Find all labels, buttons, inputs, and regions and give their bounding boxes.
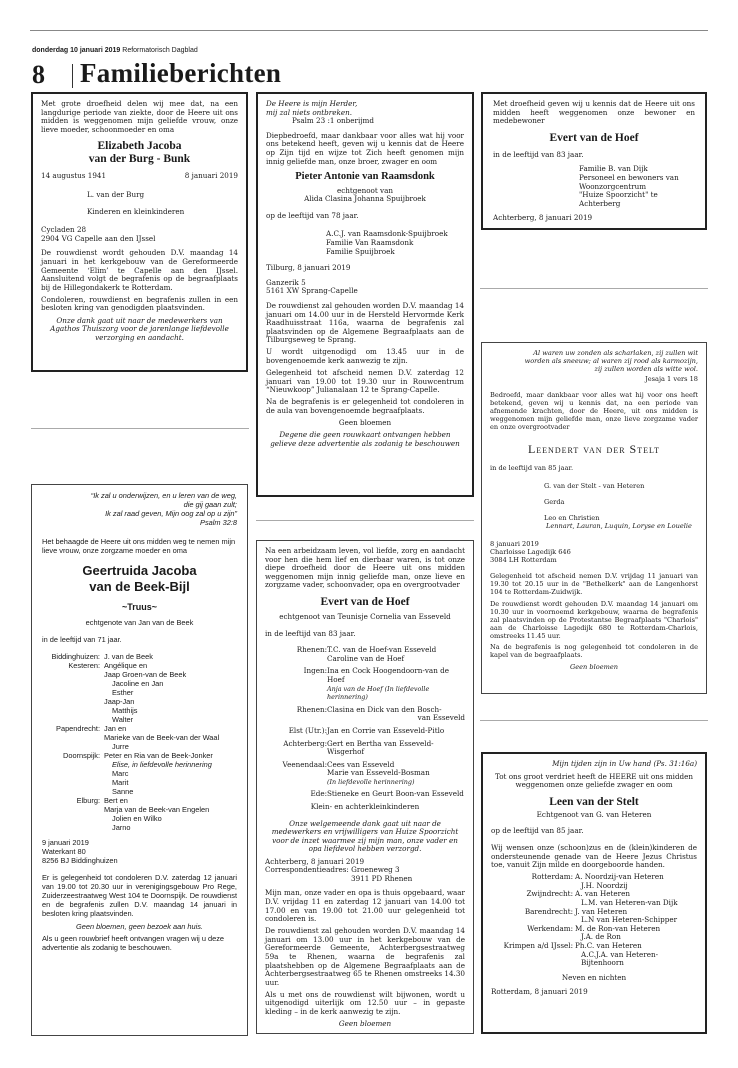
family-member: Marja van de Beek-van Engelen <box>104 805 210 814</box>
spouse-label: echtgenoot van <box>336 185 394 195</box>
age: in de leeftijd van 83 jaar. <box>265 628 356 638</box>
family-row <box>42 751 237 760</box>
signatory: Personeel en bewoners van <box>579 172 679 182</box>
family-row <box>265 685 465 702</box>
deceased-name: Leen van der Stelt <box>549 795 639 808</box>
verse-line: Mijn tijden zijn in Uw hand (Ps. 31:16a) <box>552 759 697 768</box>
family-place <box>42 688 104 697</box>
family-row <box>42 661 237 670</box>
family-place: Elburg: <box>76 796 100 805</box>
signatory: Familie B. van Dijk <box>579 164 648 174</box>
notice-leendert-van-der-stelt <box>481 342 707 694</box>
family-member: Caroline van de Hoef <box>327 653 405 663</box>
condolence-info: Er is gelegenheid tot condoleren D.V. zaterdag 12 januari van 19.00 tot 20.30 uur in verenigingsgebouw Pro Rege, Zuiderzeestraatweg West 104 te Doornspijk. De rouwdienst en de begrafenis zullen D.V. maandag 14 januari in besloten kring plaatsvinden. <box>42 873 237 918</box>
family-place: Veenendaal: <box>282 759 327 769</box>
family-place <box>265 714 327 723</box>
family-member: Cees van Esseveld <box>327 759 395 769</box>
family-member: Jurre <box>112 742 129 751</box>
signatory: Leo en Christien <box>544 514 600 522</box>
family-member: L.N van Heteren-Schipper <box>581 915 678 925</box>
place-date: Achterberg, 8 januari 2019 <box>493 213 593 223</box>
spouse-name: echtgenote van Jan van de Beek <box>85 618 194 627</box>
family-place: Ingen: <box>303 666 327 676</box>
nickname: ~Truus~ <box>121 602 157 612</box>
signatory: G. van der Stelt - van Heteren <box>544 482 645 490</box>
family-member: Marc <box>112 769 129 778</box>
family-group <box>265 740 465 757</box>
family-place: Biddinghuizen: <box>51 652 100 661</box>
family-member: Jacoline en Jan <box>112 679 164 688</box>
signatory: Kinderen en kleinkinderen <box>87 206 185 216</box>
family-member: Jaap-Jan <box>104 697 135 706</box>
paper-name: Reformatorisch Dagblad <box>122 47 198 54</box>
family-row <box>42 679 237 688</box>
date: 9 januari 2019 <box>42 838 89 847</box>
service-info: De rouwdienst wordt gehouden D.V. maandag 14 januari in het kerkgebouw van de Gereformeerde Gemeente ‘Elim’ te Capelle aan den IJssel. Aansluitend volgt de begrafenis op de begraafplaats bij de Hillegondakerk te Rotterdam. <box>41 248 238 292</box>
family-row <box>42 796 237 805</box>
family-row <box>491 951 697 968</box>
signatory: "Huize Spoorzicht" te Achterberg <box>579 190 658 208</box>
family-member: Gert en Bertha van Esseveld-Wisgerhof <box>327 738 434 757</box>
spouse-name: echtgenoot van Teunisje Cornelia van Esseveld <box>279 611 451 621</box>
family-row <box>42 697 237 706</box>
address-line: 8256 BJ Biddinghuizen <box>42 856 118 865</box>
family-place: Barendrecht: <box>524 906 573 916</box>
family-row <box>42 652 237 661</box>
family-row <box>265 655 465 664</box>
date: 8 januari 2019 <box>490 540 539 548</box>
family-row <box>42 688 237 697</box>
notice-evert-van-de-hoef-family <box>256 540 474 1034</box>
family-place <box>265 655 327 664</box>
signatory: L. van der Burg <box>87 189 145 199</box>
nephews-nieces: Neven en nichten <box>561 972 627 982</box>
verse-line: die gij gaan zult; <box>183 500 237 509</box>
family-row <box>42 805 237 814</box>
family-list <box>265 646 465 799</box>
family-row <box>265 740 465 757</box>
verse-reference: Psalm 32:8 <box>200 518 237 527</box>
life-dates <box>41 172 238 181</box>
age: in de leeftijd van 71 jaar. <box>42 635 122 644</box>
family-place: Kesteren: <box>68 661 100 670</box>
family-member: Esther <box>112 688 134 697</box>
service-info: De rouwdienst zal gehouden worden D.V. maandag 14 januari om 13.00 uur in het kerkgebouw van de Gereformeerde Gemeente, Achterbergsestraatweg 59a te Rhenen, waarna de begrafenis zal plaatshebben op de Algemene Begraafplaats aan de Achterbergsestraatweg 65 te Rhenen omstreeks 14.30 uur. <box>265 926 465 987</box>
family-member: van Esseveld <box>417 713 465 723</box>
flowers-note: Geen bloemen <box>338 418 392 428</box>
family-member: (In liefdevolle herinnering) <box>327 777 415 786</box>
family-place <box>42 769 104 778</box>
wish-note: Wij wensen onze (schoon)zus en de (klein)kinderen de ondersteunende genade van de Heere Jezus Christus toe, vanuit Zijn milde en doorgeboorde handen. <box>491 842 697 870</box>
family-group <box>265 727 465 736</box>
family-member: Ph.C. van Heteren <box>575 941 642 950</box>
family-member: Angélique en <box>104 661 148 670</box>
family-member: A. Noordzij-van Heteren <box>575 872 664 882</box>
family-place: Ede: <box>310 789 327 799</box>
invitation-info: Als u met ons de rouwdienst wilt bijwonen, wordt u uitgenodigd uiterlijk om 12.50 uur – in gepaste kleding – in de kerk aanwezig te zijn. <box>265 989 465 1017</box>
family-place <box>42 805 104 814</box>
verse-line: Ik zal raad geven, Mijn oog zal op u zijn” <box>105 509 237 518</box>
column-rule <box>480 288 708 289</box>
family-row <box>42 814 237 823</box>
age: in de leeftijd van 83 jaar. <box>493 149 584 159</box>
family-member: Jarno <box>112 823 131 832</box>
condolence-info: Condoleren, rouwdienst en begrafenis zullen in een besloten kring van genodigden plaatsvinden. <box>41 294 238 313</box>
family-member: A.C.J.A. van Heteren-Bijtenhoorn <box>581 949 659 968</box>
family-member: Walter <box>112 715 134 724</box>
family-place: Rotterdam: <box>531 872 573 882</box>
family-group <box>265 667 465 701</box>
column-rule <box>256 520 474 521</box>
verse-line: Al waren uw zonden als scharlaken, zij zullen wit <box>533 349 698 357</box>
family-member: J.A. de Ron <box>581 932 621 942</box>
notice-evert-van-de-hoef-care-home <box>481 92 707 230</box>
family-member: Jolien en Wilko <box>112 814 162 823</box>
age: op de leeftijd van 78 jaar. <box>266 210 359 220</box>
service-info: De rouwdienst wordt gehouden D.V. maandag 14 januari om 10.30 uur in voornoemd kerkgebouw, waarna de begrafenis zal plaatsvinden op de Protestantse Begraafplaats "Charlois" aan de Charloisse Lagedijk 680 te Rotterdam-Charlois, omstreeks 11.45 uur. <box>490 599 698 640</box>
notice-intro: Bedroefd, maar dankbaar voor alles wat hij voor ons heeft betekend, geven wij u kennis dat, na een periode van afnemende krachten, door de Heere, uit ons midden is weggenomen mijn geliefde man, onze lieve zorgzame vader en onze overgrootvader <box>490 391 698 431</box>
family-place: Krimpen a/d IJssel: <box>503 941 573 950</box>
signatory: Familie Van Raamsdonk <box>326 238 414 248</box>
verse-reference: Jesaja 1 vers 18 <box>645 375 698 383</box>
family-place <box>265 769 327 778</box>
family-member: Anja van de Hoef (In liefdevolle herinnering) <box>327 684 430 702</box>
family-place: Werkendam: <box>527 923 573 933</box>
family-group <box>265 790 465 799</box>
family-place <box>42 733 104 742</box>
farewell-info: Gelegenheid tot afscheid nemen D.V. zaterdag 12 januari van 19.00 tot 19.30 uur in Rouwcentrum “Nieuwkoop” Julianalaan 12 te Sprang-Capelle. <box>266 368 464 395</box>
flowers-note: Geen bloemen <box>569 662 619 671</box>
family-row <box>42 769 237 778</box>
spouse-name: Echtgenoot van G. van Heteren <box>536 809 652 819</box>
family-member: Peter en Ria van de Beek-Jonker <box>104 751 213 760</box>
family-list <box>491 873 697 968</box>
address-line: 3084 LH Rotterdam <box>490 556 557 564</box>
family-row <box>265 778 465 787</box>
section-title: Familieberichten <box>80 58 282 88</box>
flowers-note: Geen bloemen <box>338 1019 392 1029</box>
family-row <box>42 742 237 751</box>
family-place <box>42 787 104 796</box>
notice-intro: Tot ons groot verdriet heeft de HEERE uit ons midden weggenomen onze geliefde zwager en oom <box>494 771 694 790</box>
family-group <box>265 706 465 723</box>
mourning-card-note: Als u geen rouwbrief heeft ontvangen vragen wij u deze advertentie als zodanig te beschouwen. <box>42 934 225 952</box>
address-line: 2904 VG Capelle aan den IJssel <box>41 233 156 243</box>
family-row <box>42 760 237 769</box>
family-member: Marie van Esseveld-Bosman <box>327 768 430 778</box>
visitation-info: Mijn man, onze vader en opa is thuis opgebaard, waar D.V. vrijdag 11 en zaterdag 12 januari van 14.00 tot 17.00 en van 19.00 tot 21.00 uur gelegenheid tot condoleren is. <box>265 888 465 924</box>
family-place <box>42 814 104 823</box>
family-member: J.H. Noordzij <box>581 880 628 890</box>
family-member: Jaap Groen-van de Beek <box>104 670 187 679</box>
family-row <box>265 714 465 723</box>
notice-geertruida-van-de-beek <box>31 484 248 1036</box>
grandchildren: Lennart, Lauran, Luquin, Loryse en Louelie <box>546 522 692 530</box>
spouse-name: Alida Clasina Johanna Spuijbroek <box>304 194 426 204</box>
family-row <box>42 733 237 742</box>
top-rule <box>30 30 708 31</box>
family-member: Sanne <box>112 787 134 796</box>
place-date: Tilburg, 8 januari 2019 <box>266 263 351 273</box>
flowers-note: Geen bloemen, geen bezoek aan huis. <box>76 921 203 931</box>
family-place <box>42 823 104 832</box>
family-member: Marit <box>112 778 129 787</box>
address-line: Ganzerik 5 <box>266 277 306 287</box>
notice-intro: Na een arbeidzaam leven, vol liefde, zorg en aandacht voor hen die hem lief en dierbaar waren, is tot onze diepe droefheid door de Heere uit ons midden weggenomen mijn innig geliefde man, onze lieve en zorgzame vader, schoonvader, opa en overgrootvader <box>265 546 465 590</box>
family-place <box>42 715 104 724</box>
column-rule <box>31 428 249 429</box>
address-line: Cycladen 28 <box>41 225 87 235</box>
family-row <box>265 667 465 684</box>
notice-intro: Met droefheid geven wij u kennis dat de Heere uit ons midden heeft weggenomen onze bewoner en medebewoner <box>493 99 695 126</box>
family-member: M. de Ron-van Heteren <box>575 923 661 933</box>
verse-line: worden als sneeuw; al waren zij rood als karmozijn, <box>524 357 698 365</box>
family-row <box>265 790 465 799</box>
family-place <box>42 778 104 787</box>
family-member: Bert en <box>104 796 128 805</box>
family-group <box>265 646 465 663</box>
column-rule <box>480 720 708 721</box>
family-member: Jan en <box>104 724 127 733</box>
family-member: Jan en Corrie van Esseveld-Pitlo <box>327 725 445 735</box>
page-divider <box>72 64 73 88</box>
family-member: J. van de Beek <box>104 652 153 661</box>
signatory: A.C.J. van Raamsdonk-Spuijbroek <box>326 229 448 239</box>
family-place: Rhenen: <box>296 704 327 714</box>
family-member: T.C. van de Hoef-van Esseveld <box>327 645 437 655</box>
family-place <box>42 742 104 751</box>
issue-date: donderdag 10 januari 2019 <box>32 47 121 54</box>
notice-intro: Met grote droefheid delen wij mee dat, na een langdurige periode van ziekte, door de Heere uit ons midden is weggenomen mijn geliefde vrouw, onze lieve moeder, schoonmoeder en oma <box>41 99 238 134</box>
family-row <box>42 778 237 787</box>
signatory: Gerda <box>544 498 565 506</box>
correspondence-city: 3911 PD Rhenen <box>351 873 413 883</box>
place-date: Rotterdam, 8 januari 2019 <box>491 987 588 997</box>
family-row <box>42 670 237 679</box>
family-row <box>265 769 465 778</box>
address-line: 5161 XW Sprang-Capelle <box>266 286 358 296</box>
notice-elizabeth-van-der-burg <box>31 92 248 372</box>
grandchildren: Klein- en achterkleinkinderen <box>310 802 420 812</box>
signatory: Woonzorgcentrum <box>579 181 647 191</box>
condolence-info: Na de begrafenis is nog gelegenheid tot condoleren in de kapel van de begraafplaats. <box>490 643 698 659</box>
deceased-name-line2: van de Beek-Bijl <box>89 579 190 594</box>
family-place <box>265 778 327 787</box>
family-member: Stieneke en Geurt Boon-van Esseveld <box>327 789 464 799</box>
family-place <box>42 760 104 769</box>
deceased-name-line2: van der Burg - Bunk <box>88 153 191 166</box>
deceased-name: Leendert van der Stelt <box>527 442 661 456</box>
death-date: 8 januari 2019 <box>184 171 238 181</box>
family-row <box>42 724 237 733</box>
family-place: Doornspijk: <box>63 751 100 760</box>
place-date: Achterberg, 8 januari 2019 <box>265 856 365 866</box>
family-place <box>42 670 104 679</box>
notice-leen-van-der-stelt <box>481 752 707 1034</box>
family-row <box>42 715 237 724</box>
family-member: L.M. van Heteren-van Dijk <box>581 898 678 908</box>
family-place <box>265 685 327 702</box>
verse-line: mij zal niets ontbreken. <box>266 107 352 117</box>
notice-intro: Diepbedroefd, maar dankbaar voor alles wat hij voor ons betekend heeft, geven wij u kennis dat de Heere op Zijn tijd en wijze tot Zich heeft genomen mijn innig geliefde man, onze broer, zwager en oom <box>266 130 464 166</box>
thanks-note: Onze dank gaat uit naar de medewerkers van Agathos Thuiszorg voor de jarenlange liefdevolle verzorging en aandacht. <box>50 315 229 342</box>
deceased-name-line1: Geertruida Jacoba <box>82 563 197 578</box>
signatory: Familie Spuijbroek <box>326 246 395 256</box>
mourning-card-note: Degene die geen rouwkaart ontvangen hebben gelieve deze advertentie als zodanig te beschouwen <box>270 430 460 448</box>
family-member: Marieke van de Beek-van der Waal <box>104 733 220 742</box>
page-number: 8 <box>32 60 45 89</box>
deceased-name: Evert van de Hoef <box>320 595 410 608</box>
address-line: Charloisse Lagedijk 646 <box>490 548 571 556</box>
family-member: Ina en Cock Hoogendoorn-van de Hoef <box>327 666 449 684</box>
verse-line: zij zullen worden als witte wol. <box>594 365 698 373</box>
deceased-name <box>42 563 237 595</box>
verse-line: De Heere is mijn Herder, <box>266 99 358 108</box>
family-member: Clasina en Dick van den Bosch- <box>327 704 442 714</box>
family-member: Matthijs <box>112 706 138 715</box>
family-member: Elise, in liefdevolle herinnering <box>112 760 212 769</box>
family-place <box>42 679 104 688</box>
address-line: Waterkant 80 <box>42 847 86 856</box>
family-group <box>265 761 465 787</box>
family-place <box>42 697 104 706</box>
deceased-name-line1: Elizabeth Jacoba <box>97 140 182 153</box>
arrival-info: U wordt uitgenodigd om 13.45 uur in de bovengenoemde kerk aanwezig te zijn. <box>266 347 464 366</box>
family-place: Papendrecht: <box>56 724 100 733</box>
dateline <box>32 47 198 54</box>
correspondence-address: Correspondentieadres: Groeneweg 3 <box>265 865 400 875</box>
notice-pieter-van-raamsdonk <box>256 92 474 497</box>
age: op de leeftijd van 85 jaar. <box>491 826 584 836</box>
family-place: Achterberg: <box>283 738 327 748</box>
family-place: Zwijndrecht: <box>526 889 573 899</box>
family-row <box>42 823 237 832</box>
family-place <box>42 706 104 715</box>
condolence-info: Na de begrafenis is er gelegenheid tot condoleren in de aula van bovengenoemde begraafplaats. <box>266 397 464 416</box>
thanks-note: Onze welgemeende dank gaat uit naar de medewerkers en vrijwilligers van Huize Spoorzicht voor de inzet waarmee zij mijn man, onze vader en opa liefdevol hebben verzorgd. <box>271 818 459 854</box>
deceased-name: Pieter Antonie van Raamsdonk <box>295 170 435 182</box>
farewell-info: Gelegenheid tot afscheid nemen D.V. vrijdag 11 januari van 19.30 tot 20.15 uur in de "Bethelkerk" aan de Langenhorst 104 te Rotterdam-Zuidwijk. <box>490 572 698 596</box>
family-row <box>42 706 237 715</box>
family-list <box>42 652 237 832</box>
service-info: De rouwdienst zal gehouden worden D.V. maandag 14 januari om 14.00 uur in de Hersteld Hervormde Kerk Raadhuisstraat 116a, waarna de begrafenis zal plaatsvinden op de Algemene Begraafplaats aan de Tilburgseweg te Sprang. <box>266 301 464 345</box>
deceased-name <box>41 140 238 166</box>
age: in de leeftijd van 85 jaar. <box>490 464 574 472</box>
family-place: Rhenen: <box>296 645 327 655</box>
family-row <box>42 787 237 796</box>
family-member: J. van Heteren <box>575 906 628 916</box>
family-place: Elst (Utr.): <box>288 725 327 735</box>
family-row <box>265 727 465 736</box>
family-place <box>491 951 575 968</box>
deceased-name: Evert van de Hoef <box>549 131 639 144</box>
verse-reference: Psalm 23 :1 onberijmd <box>292 116 374 126</box>
notice-intro: Het behaagde de Heere uit ons midden weg te nemen mijn lieve vrouw, onze zorgzame moeder en oma <box>42 537 236 555</box>
family-member: A. van Heteren <box>575 889 631 899</box>
birth-date: 14 augustus 1941 <box>41 171 107 181</box>
verse-line: “Ik zal u onderwijzen, en u leren van de weg, <box>90 491 237 500</box>
